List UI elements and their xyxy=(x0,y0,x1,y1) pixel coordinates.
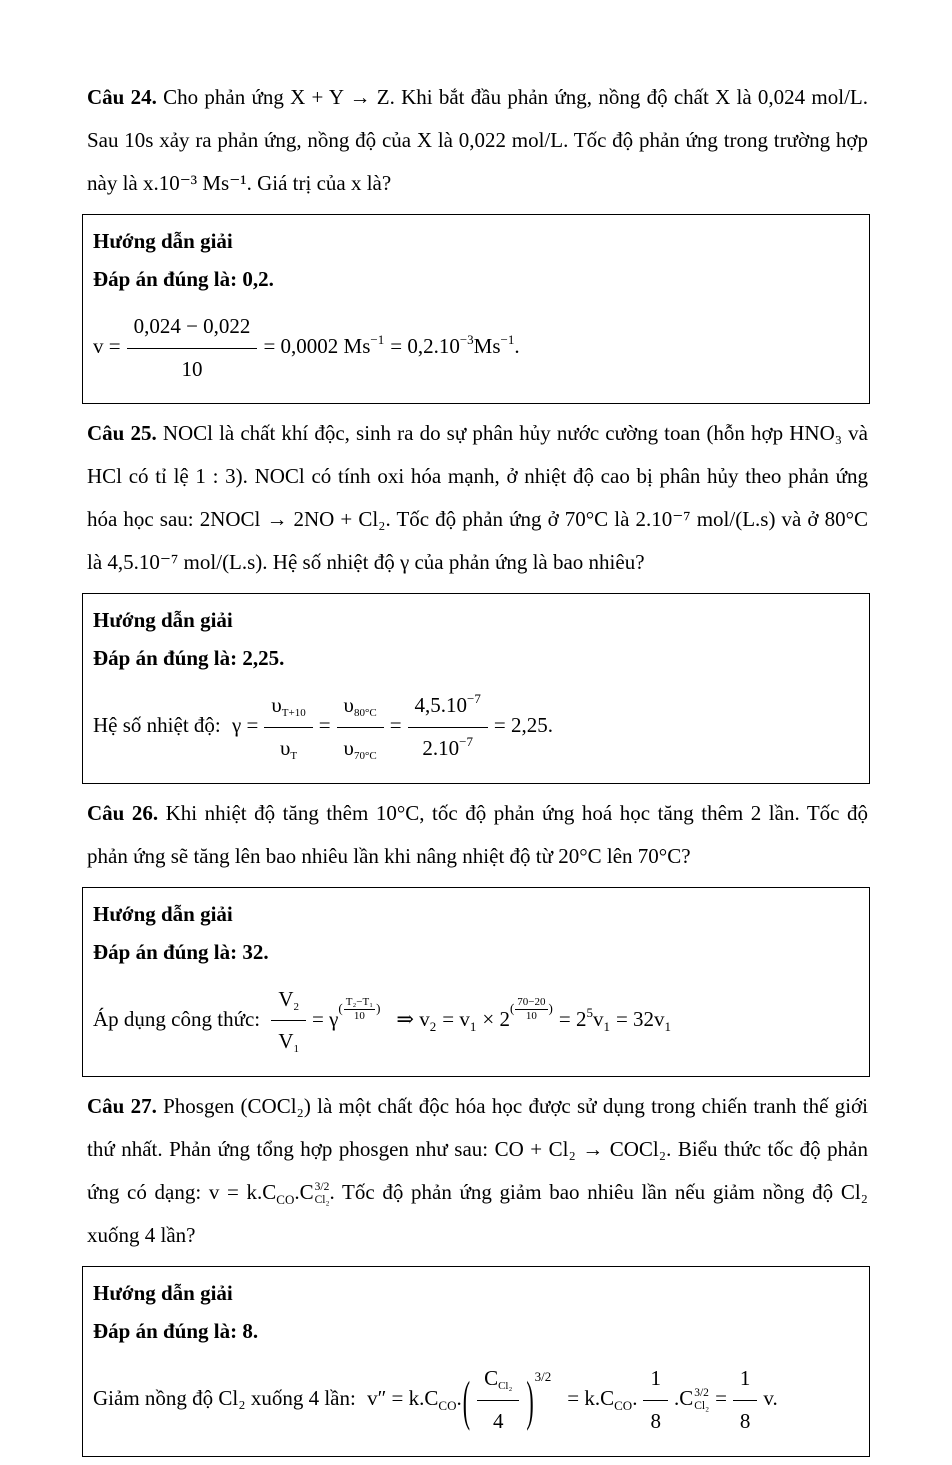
solution-box-26 xyxy=(82,887,870,1077)
fraction xyxy=(337,688,384,766)
question-27-text-1: Phosgen (COCl₂) là một chất độc hóa học được sử dụng trong chiến tranh thế giới thứ nhất. Phản ứng tổng hợp phosgen như sau: CO + Cl₂ → COCl₂. Biểu thức tốc độ phản ứng có dạng: xyxy=(87,1094,868,1205)
subscript: Cl₂ xyxy=(498,1380,513,1393)
superscript: 3/2 xyxy=(694,1387,709,1400)
upsilon-symbol: υ xyxy=(279,736,291,761)
sup-sub-stack xyxy=(694,1387,709,1413)
subscript: 1 xyxy=(664,1018,672,1034)
sup-sub-stack xyxy=(315,1181,330,1207)
fraction xyxy=(733,1361,758,1439)
upsilon-symbol: υ xyxy=(271,693,282,718)
paren: ) xyxy=(548,1000,553,1016)
formula-part: = 0,2.10 xyxy=(390,334,460,358)
subscript: 2 xyxy=(293,1000,300,1013)
numerator: 1 xyxy=(733,1361,758,1401)
question-25-label: Câu 25. xyxy=(87,421,157,446)
denominator xyxy=(264,728,312,767)
superscript: −7 xyxy=(467,691,481,707)
numerator xyxy=(477,1361,519,1401)
formula-part: = xyxy=(715,1386,727,1411)
subscript: 1 xyxy=(469,1018,477,1034)
solution-26-answer: Đáp án đúng là: 32. xyxy=(93,939,269,964)
value: 4,5.10 xyxy=(414,693,468,718)
solution-27-answer: Đáp án đúng là: 8. xyxy=(93,1319,259,1344)
formula-label: Giảm nồng độ Cl₂ xuống 4 lần: xyxy=(93,1386,356,1411)
subscript: Cl₂ xyxy=(694,1400,710,1413)
formula-result: = 2,25. xyxy=(493,713,553,738)
solution-26-formula xyxy=(93,982,857,1060)
subscript: T+10 xyxy=(281,707,306,720)
question-26-text: Khi nhiệt độ tăng thêm 10°C, tốc độ phản ứng hoá học tăng thêm 2 lần. Tốc độ phản ứng sẽ tăng lên bao nhiêu lần khi nâng nhiệt độ từ 20°C lên 70°C? xyxy=(87,800,869,868)
numerator xyxy=(408,688,488,728)
formula-part: . xyxy=(456,1386,462,1411)
formula-part: ⇒ v xyxy=(396,1006,430,1031)
formula-part: = 2 xyxy=(558,1006,587,1031)
denominator: 10 xyxy=(353,1010,365,1023)
solution-box-25 xyxy=(82,593,870,783)
exponent-group xyxy=(338,997,380,1022)
paren: ( xyxy=(509,1000,515,1016)
fraction xyxy=(127,309,258,387)
solution-box-27 xyxy=(82,1266,870,1456)
big-paren-open: ( xyxy=(462,1368,471,1432)
subscript: CO xyxy=(276,1192,295,1208)
numerator: T₂−T₁ xyxy=(345,996,374,1009)
numerator xyxy=(337,688,384,728)
document-content xyxy=(82,76,870,1465)
formula-part: Ms xyxy=(473,334,501,358)
solution-24-answer: Đáp án đúng là: 0,2. xyxy=(93,267,274,291)
superscript: 5 xyxy=(586,1004,593,1020)
solution-box-24 xyxy=(82,214,870,404)
question-24-text: Cho phản ứng X + Y → Z. Khi bắt đầu phản ứng, nồng độ chất X là 0,024 mol/L. Sau 10s xảy ra phản ứng, nồng độ của X là 0,022 mol/L. Tốc độ phản ứng trong trường hợp này là x.10⁻³ Ms⁻¹. Giá trị của x là? xyxy=(87,85,868,195)
question-27-label: Câu 27. xyxy=(87,1094,157,1119)
formula-part: = γ xyxy=(312,1006,339,1031)
denominator xyxy=(271,1021,306,1060)
formula-part: v = k.C xyxy=(208,1180,277,1205)
fraction xyxy=(271,982,306,1060)
denominator xyxy=(408,728,488,767)
subscript: CO xyxy=(614,1398,633,1414)
formula-label: Hệ số nhiệt độ: xyxy=(93,713,221,738)
denominator xyxy=(337,728,384,767)
exponent-group xyxy=(510,997,553,1022)
exponent-fraction xyxy=(344,997,375,1022)
solution-27-heading: Hướng dẫn giải xyxy=(93,1281,233,1306)
exponent-fraction xyxy=(515,997,547,1022)
fraction xyxy=(643,1361,668,1439)
solution-24-heading: Hướng dẫn giải xyxy=(93,229,233,253)
question-25 xyxy=(82,412,870,584)
value: V xyxy=(278,986,294,1011)
numerator: 0,024 − 0,022 xyxy=(127,309,258,349)
superscript: −7 xyxy=(459,734,474,750)
question-25-text: NOCl là chất khí độc, sinh ra do sự phân hủy nước cường toan (hỗn hợp HNO₃ và HCl có tỉ lệ 1 : 3). NOCl có tính oxi hóa mạnh, ở nhiệt độ cao bị phân hủy theo phản ứng hóa học sau: 2NOCl → 2NO + Cl₂. Tốc độ phản ứng ở 70°C là 2.10⁻⁷ mol/(L.s) và ở 80°C là 4,5.10⁻⁷ mol/(L.s). Hệ số nhiệt độ γ của phản ứng là bao nhiêu? xyxy=(87,421,868,575)
formula-part: × 2 xyxy=(482,1006,510,1031)
fraction xyxy=(477,1361,519,1439)
formula-part: v. xyxy=(763,1386,778,1411)
formula-part: = v xyxy=(442,1006,470,1031)
subscript: Cl₂ xyxy=(314,1194,330,1207)
formula-part: . xyxy=(514,334,520,358)
big-paren-close: ) xyxy=(526,1368,534,1432)
superscript: 3/2 xyxy=(314,1181,330,1194)
formula-part: = 32v xyxy=(615,1006,665,1031)
formula-lead: v = xyxy=(93,334,121,358)
exponent: 3/2 xyxy=(534,1369,552,1385)
solution-25-formula xyxy=(93,688,857,766)
numerator xyxy=(264,688,312,728)
subscript: CO xyxy=(438,1398,457,1414)
formula-part: . xyxy=(632,1386,638,1411)
upsilon-symbol: υ xyxy=(343,693,354,718)
subscript: 70°C xyxy=(353,750,377,763)
formula-part: v″ = k.C xyxy=(367,1386,439,1411)
subscript: 1 xyxy=(603,1018,610,1034)
superscript: −1 xyxy=(500,332,515,347)
question-24 xyxy=(82,76,870,205)
numerator xyxy=(271,982,306,1022)
formula-part: γ = xyxy=(231,713,259,738)
formula-part: = k.C xyxy=(567,1386,615,1411)
formula-part: = 0,0002 Ms xyxy=(263,334,371,358)
paren: ) xyxy=(376,1000,381,1016)
denominator: 10 xyxy=(525,1010,537,1023)
value: V xyxy=(278,1029,294,1054)
inline-rate-formula xyxy=(208,1180,330,1208)
superscript: −3 xyxy=(459,332,474,347)
subscript: 1 xyxy=(293,1043,300,1056)
solution-25-answer: Đáp án đúng là: 2,25. xyxy=(93,646,285,671)
question-26 xyxy=(82,792,870,878)
subscript: 80°C xyxy=(353,707,377,720)
subscript: 2 xyxy=(429,1018,437,1034)
solution-27-formula xyxy=(93,1361,857,1439)
denominator: 10 xyxy=(181,356,203,381)
formula-part: = xyxy=(389,713,402,738)
formula-part: .C xyxy=(673,1386,694,1411)
superscript: −1 xyxy=(370,332,385,347)
formula-part: .C xyxy=(294,1180,314,1205)
question-24-label: Câu 24. xyxy=(87,85,157,109)
numerator: 70−20 xyxy=(517,996,546,1009)
value: C xyxy=(484,1366,499,1391)
question-27-text-2: . Tốc độ phản ứng giảm bao nhiêu lần nếu giảm nồng độ Cl₂ xuống 4 lần? xyxy=(87,1180,868,1248)
question-27 xyxy=(82,1085,870,1257)
formula-label: Áp dụng công thức: xyxy=(93,1006,261,1031)
numerator: 1 xyxy=(643,1361,668,1401)
denominator: 8 xyxy=(650,1408,661,1433)
subscript: T xyxy=(290,750,298,763)
upsilon-symbol: υ xyxy=(343,736,354,761)
solution-24-formula xyxy=(93,309,857,387)
solution-25-heading: Hướng dẫn giải xyxy=(93,608,233,633)
denominator: 4 xyxy=(492,1408,504,1433)
value: 2.10 xyxy=(422,736,460,761)
fraction xyxy=(408,688,488,766)
fraction xyxy=(264,688,312,766)
question-26-label: Câu 26. xyxy=(87,800,159,825)
denominator: 8 xyxy=(739,1408,751,1433)
solution-26-heading: Hướng dẫn giải xyxy=(93,901,233,926)
paren: ( xyxy=(338,1000,343,1016)
formula-part: = xyxy=(318,713,331,738)
formula-part: v xyxy=(592,1006,604,1031)
